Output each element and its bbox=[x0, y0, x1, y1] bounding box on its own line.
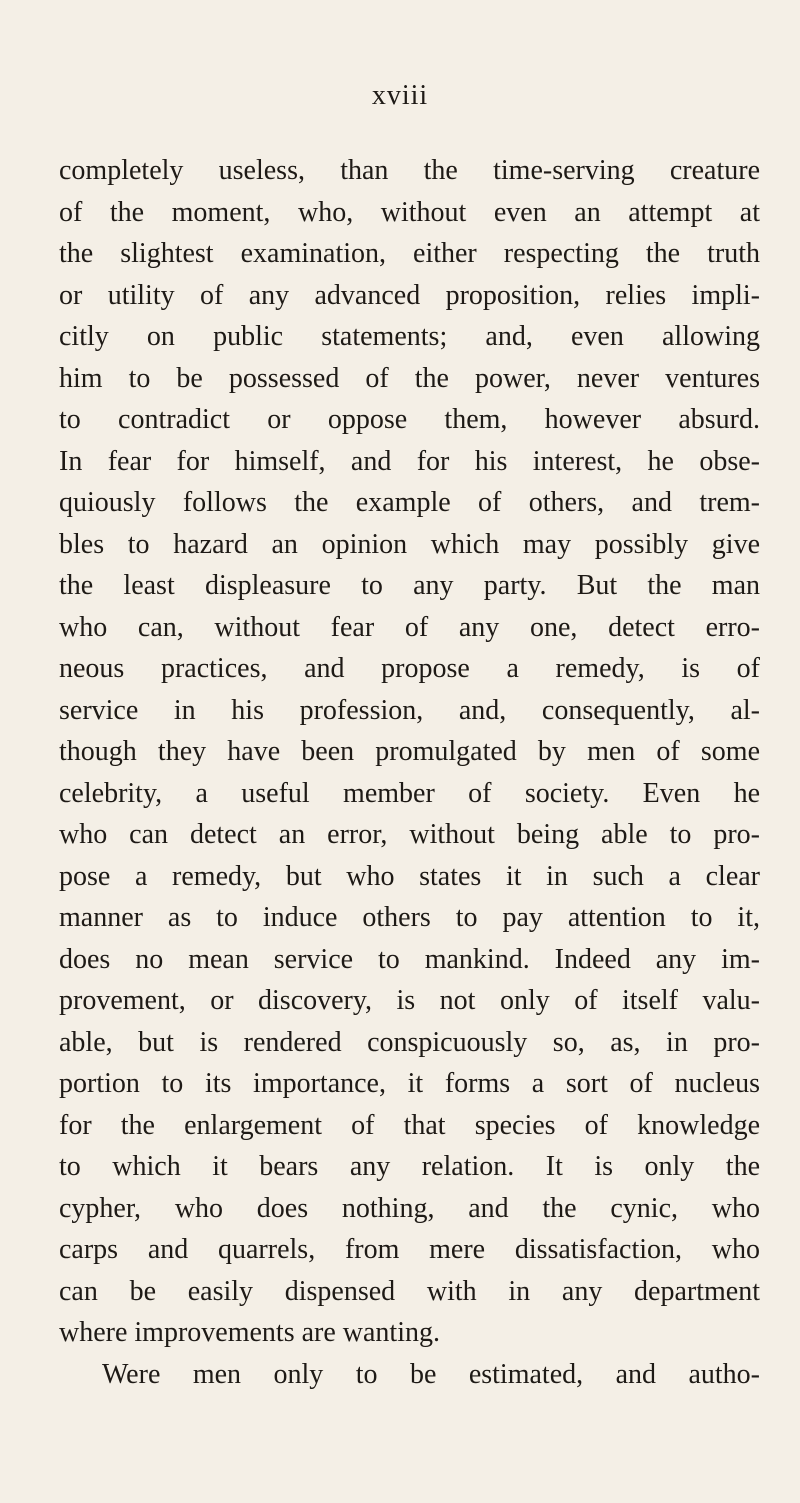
text-line: provement, or discovery, is not only of itself valu- bbox=[59, 985, 760, 1016]
text-line: the least displeasure to any party. But the man bbox=[59, 570, 760, 601]
text-line: of the moment, who, without even an attempt at bbox=[59, 196, 760, 228]
text-line: cypher, who does nothing, and the cynic, who bbox=[59, 1192, 760, 1224]
text-line: In fear for himself, and for his interest, he obse- bbox=[59, 445, 760, 477]
text-line: celebrity, a useful member of society. Even he bbox=[59, 777, 760, 809]
text-line: him to be possessed of the power, never ventures bbox=[59, 362, 760, 394]
text-line: quiously follows the example of others, and trem- bbox=[59, 487, 760, 518]
text-line: to which it bears any relation. It is only the bbox=[59, 1151, 760, 1182]
text-line: citly on public statements; and, even allowing bbox=[59, 321, 760, 352]
text-line: portion to its importance, it forms a sort of nucleus bbox=[59, 1068, 760, 1099]
text-line: can be easily dispensed with in any department bbox=[59, 1275, 760, 1307]
text-line: Were men only to be estimated, and autho- bbox=[102, 1358, 760, 1390]
body-text bbox=[59, 150, 760, 1395]
text-line: neous practices, and propose a remedy, is of bbox=[59, 653, 760, 684]
text-line: carps and quarrels, from mere dissatisfaction, who bbox=[59, 1234, 760, 1265]
text-line: who can detect an error, without being able to pro- bbox=[59, 819, 760, 850]
text-line: does no mean service to mankind. Indeed any im- bbox=[59, 943, 760, 975]
text-line: bles to hazard an opinion which may possibly give bbox=[59, 528, 760, 560]
text-line: service in his profession, and, consequently, al- bbox=[59, 694, 760, 726]
text-line: manner as to induce others to pay attention to it, bbox=[59, 902, 760, 933]
text-line: the slightest examination, either respecting the truth bbox=[59, 238, 760, 269]
text-line: for the enlargement of that species of knowledge bbox=[59, 1109, 760, 1141]
text-line: who can, without fear of any one, detect erro- bbox=[59, 611, 760, 643]
text-line: though they have been promulgated by men of some bbox=[59, 736, 760, 767]
page-number: xviii bbox=[371, 80, 429, 111]
text-line: able, but is rendered conspicuously so, as, in pro- bbox=[59, 1026, 760, 1058]
text-line: completely useless, than the time-serving creature bbox=[59, 155, 760, 186]
text-line: or utility of any advanced proposition, relies impli- bbox=[59, 279, 760, 311]
text-line: pose a remedy, but who states it in such a clear bbox=[59, 860, 760, 892]
text-line: to contradict or oppose them, however absurd. bbox=[59, 404, 760, 435]
text-line: where improvements are wanting. bbox=[59, 1317, 440, 1348]
